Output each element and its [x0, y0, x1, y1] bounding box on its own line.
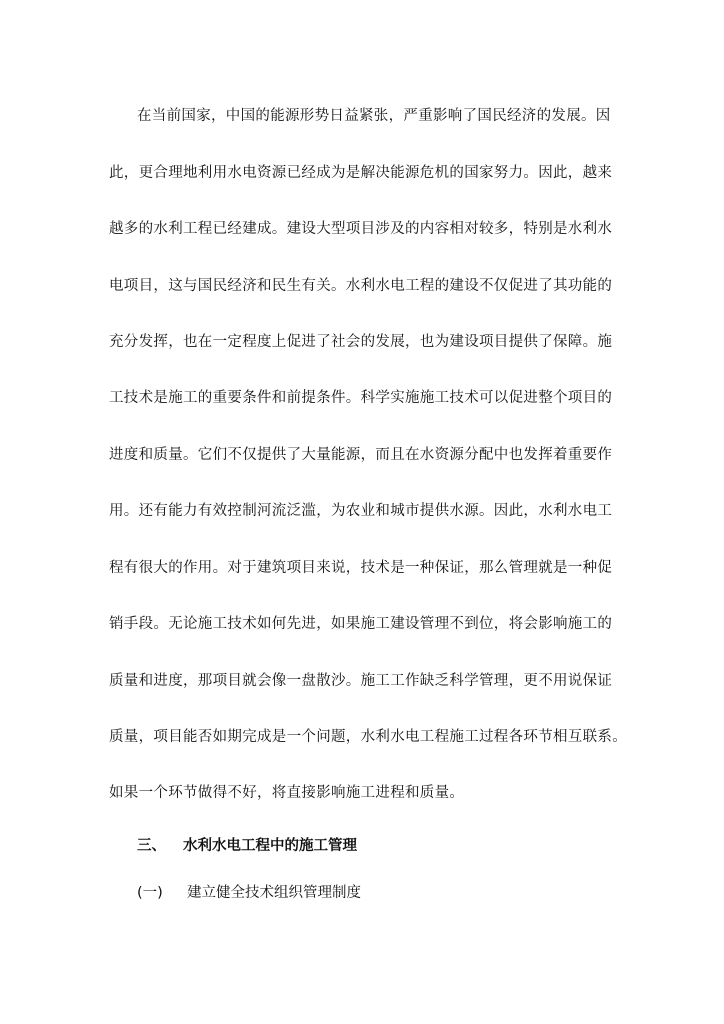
section-heading-number: 三、: [137, 838, 166, 854]
paragraph-line: 质量和进度，那项目就会像一盘散沙。施工工作缺乏科学管理，更不用说保证: [109, 673, 613, 689]
paragraph-line: 程有很大的作用。对于建筑项目来说，技术是一种保证，那么管理就是一种促: [109, 560, 613, 576]
paragraph-line: 电项目，这与国民经济和民生有关。水利水电工程的建设不仅促进了其功能的: [109, 278, 613, 294]
subsection-heading-number: (一): [137, 885, 163, 901]
paragraph-line: 质量，项目能否如期完成是一个问题，水利水电工程施工过程各环节相互联系。: [109, 729, 627, 745]
paragraph-line: 此，更合理地利用水电资源已经成为是解决能源危机的国家努力。因此，越来: [109, 165, 613, 181]
paragraph-line: 进度和质量。它们不仅提供了大量能源，而且在水资源分配中也发挥着重要作: [109, 447, 613, 463]
paragraph-line: 如果一个环节做得不好，将直接影响施工进程和质量。: [109, 785, 465, 801]
subsection-heading-title: 建立健全技术组织管理制度: [187, 885, 361, 901]
paragraph-line: 工技术是施工的重要条件和前提条件。科学实施施工技术可以促进整个项目的: [109, 390, 613, 406]
section-heading-title: 水利水电工程中的施工管理: [183, 838, 357, 854]
paragraph-line: 在当前国家，中国的能源形势日益紧张，严重影响了国民经济的发展。因: [137, 108, 611, 124]
paragraph-line: 越多的水利工程已经建成。建设大型项目涉及的内容相对较多，特别是水利水: [109, 221, 613, 237]
paragraph-line: 用。还有能力有效控制河流泛滥，为农业和城市提供水源。因此，水利水电工: [109, 503, 613, 519]
paragraph-line: 销手段。无论施工技术如何先进，如果施工建设管理不到位，将会影响施工的: [109, 616, 613, 632]
paragraph-line: 充分发挥，也在一定程度上促进了社会的发展，也为建设项目提供了保障。施: [109, 334, 613, 350]
